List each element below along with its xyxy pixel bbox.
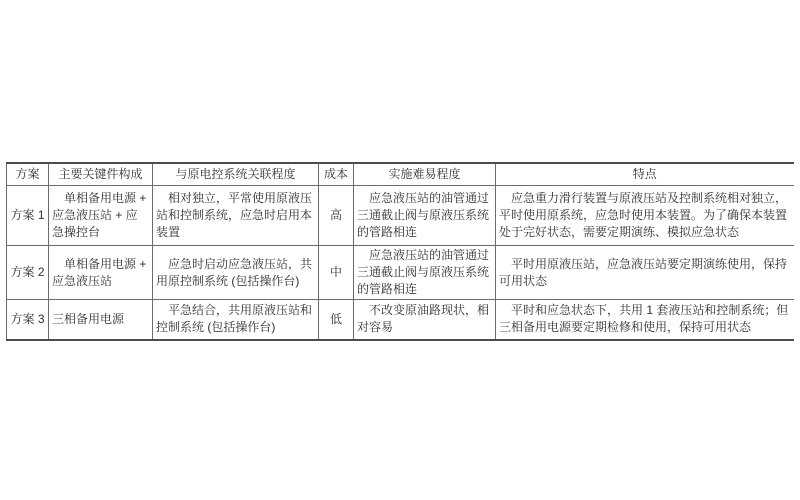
plan-comparison-table: [6, 162, 794, 341]
cell-plan-3-features: 平时和应急状态下，共用 1 套液压站和控制系统；但三相备用电源要定期检修和使用，保持可用状态: [496, 300, 794, 340]
header-col-difficulty: 实施难易程度: [354, 163, 496, 186]
table-body: [7, 186, 794, 340]
cell-plan-3-name: 方案 3: [7, 300, 49, 340]
cell-plan-2-difficulty: 应急液压站的油管通过三通截止阀与原液压系统的管路相连: [354, 246, 496, 300]
cell-plan-2-name: 方案 2: [7, 246, 49, 300]
header-col-components: 主要关键件构成: [49, 163, 153, 186]
comparison-table-wrap: [6, 162, 793, 341]
cell-plan-1-features: 应急重力滑行装置与原液压站及控制系统相对独立，平时使用原系统，应急时使用本装置。为了确保本装置处于完好状态，需要定期演练、模拟应急状态: [496, 186, 794, 246]
header-col-relation: 与原电控系统关联程度: [153, 163, 319, 186]
cell-plan-3-cost: 低: [319, 300, 354, 340]
header-col-plan: 方案: [7, 163, 49, 186]
cell-plan-3-relation: 平急结合，共用原液压站和控制系统 (包括操作台): [153, 300, 319, 340]
cell-plan-2-components: 单相备用电源 + 应急液压站: [49, 246, 153, 300]
header-col-cost: 成本: [319, 163, 354, 186]
cell-plan-1-relation: 相对独立，平常使用原液压站和控制系统，应急时启用本装置: [153, 186, 319, 246]
table-row-plan-2: [7, 246, 794, 300]
table-row-plan-3: [7, 300, 794, 340]
cell-plan-1-name: 方案 1: [7, 186, 49, 246]
header-row: [7, 163, 794, 186]
cell-plan-2-cost: 中: [319, 246, 354, 300]
cell-plan-1-components: 单相备用电源 + 应急液压站 + 应急操控台: [49, 186, 153, 246]
cell-plan-2-relation: 应急时启动应急液压站，共用原控制系统 (包括操作台): [153, 246, 319, 300]
cell-plan-3-difficulty: 不改变原油路现状，相对容易: [354, 300, 496, 340]
table-header: [7, 163, 794, 186]
header-col-features: 特点: [496, 163, 794, 186]
table-row-plan-1: [7, 186, 794, 246]
cell-plan-3-components: 三相备用电源: [49, 300, 153, 340]
cell-plan-1-difficulty: 应急液压站的油管通过三通截止阀与原液压系统的管路相连: [354, 186, 496, 246]
cell-plan-1-cost: 高: [319, 186, 354, 246]
cell-plan-2-features: 平时用原液压站，应急液压站要定期演练使用，保持可用状态: [496, 246, 794, 300]
